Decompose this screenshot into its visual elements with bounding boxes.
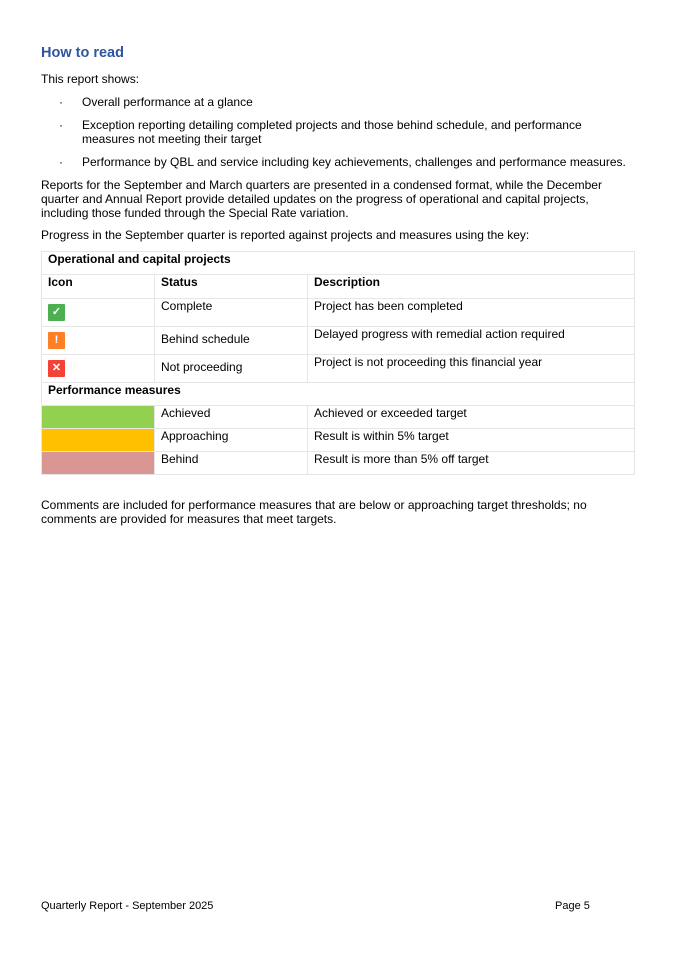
table-row: [42, 299, 635, 327]
bullet-icon: ·: [59, 155, 63, 169]
list-item-text: Exception reporting detailing completed projects and those behind schedule, and performance measures not meeting their target: [82, 118, 582, 146]
achieved-color-swatch: [42, 406, 155, 429]
icon-cell: [42, 299, 155, 327]
icon-cell: [42, 327, 155, 355]
status-cell: Achieved: [155, 406, 308, 429]
footer-report-title: Quarterly Report - September 2025: [41, 900, 214, 912]
comments-paragraph: Comments are included for performance measures that are below or approaching target thresholds; no comments are provided for measures that meet targets.: [41, 498, 587, 526]
table-row: [42, 452, 635, 475]
table-row: [42, 429, 635, 452]
section-row-projects: [42, 252, 635, 275]
report-contents-list: [41, 95, 633, 178]
status-cell: Behind: [155, 452, 308, 475]
table-row: [42, 355, 635, 383]
approaching-color-swatch: [42, 429, 155, 452]
status-text: Behind schedule: [161, 332, 250, 346]
description-cell: Achieved or exceeded target: [308, 406, 635, 429]
section-row-measures: [42, 383, 635, 406]
intro-text: This report shows:: [41, 72, 140, 86]
key-table: [41, 251, 635, 475]
bullet-icon: ·: [59, 95, 63, 109]
section-title: Operational and capital projects: [42, 252, 635, 275]
behind-color-swatch: [42, 452, 155, 475]
format-paragraph: Reports for the September and March quarters are presented in a condensed format, while the December quarter and Annual Report provide detailed updates on the progress of operational and capital projects, including those funded through the Special Rate variation.: [41, 178, 602, 220]
key-intro-paragraph: Progress in the September quarter is reported against projects and measures using the key:: [41, 228, 530, 242]
list-item: [41, 155, 633, 169]
list-item: [41, 95, 633, 109]
status-cell: Approaching: [155, 429, 308, 452]
table-row: [42, 406, 635, 429]
table-row: [42, 327, 635, 355]
status-text: Not proceeding: [161, 360, 243, 374]
footer-page-number: Page 5: [555, 900, 590, 912]
status-cell: [155, 355, 308, 383]
check-icon: ✓: [48, 304, 65, 321]
status-cell: [155, 327, 308, 355]
description-cell: Project has been completed: [308, 299, 635, 327]
column-header-description: Description: [308, 275, 635, 299]
description-cell: Project is not proceeding this financial year: [308, 355, 635, 383]
status-cell: Complete: [155, 299, 308, 327]
icon-cell: [42, 355, 155, 383]
bullet-icon: ·: [59, 118, 63, 132]
description-cell: Result is more than 5% off target: [308, 452, 635, 475]
list-item-text: Overall performance at a glance: [82, 95, 253, 109]
list-item-text: Performance by QBL and service including key achievements, challenges and performance measures.: [82, 155, 626, 169]
header-row: [42, 275, 635, 299]
description-cell: Result is within 5% target: [308, 429, 635, 452]
cross-icon: ✕: [48, 360, 65, 377]
list-item: [41, 118, 633, 146]
page-heading: How to read: [41, 45, 124, 61]
section-title: Performance measures: [42, 383, 635, 406]
exclamation-icon: !: [48, 332, 65, 349]
column-header-icon: Icon: [42, 275, 155, 299]
column-header-status: Status: [155, 275, 308, 299]
description-cell: Delayed progress with remedial action required: [308, 327, 635, 355]
